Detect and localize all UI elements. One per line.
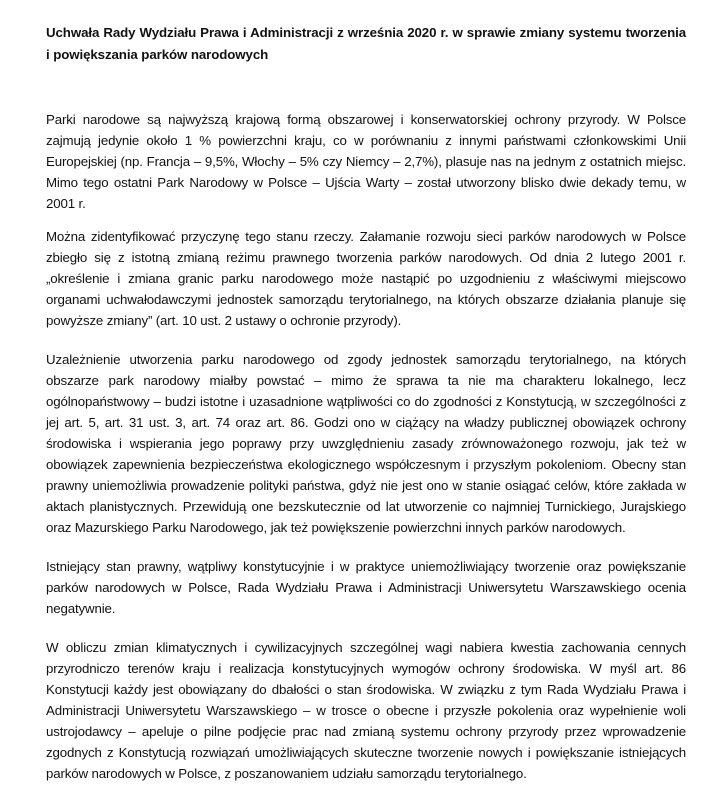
paragraph-constitutional-doubts: Uzależnienie utworzenia parku narodowego od zgody jednostek samorządu terytorialnego, na których obszarze park narodowy miałby powstać – mimo że sprawa ta nie ma charakteru lokalnego, lecz ogólnopaństwowy – budzi istotne i uzasadnione wątpliwości co do zgodności z Konstytucją, w szczególności z jej art. 5, art. 31 ust. 3, art. 74 oraz art. 86. Godzi ono w ciążący na władzy publicznej obowiązek ochrony środowiska i wspierania jego poprawy przy uwzględnieniu zasady zrównoważonego rozwoju, jak też w obowiązek zapewnienia bezpieczeństwa ekologicznego współczesnym i przyszłym pokoleniom. Obecny stan prawny uniemożliwia prowadzenie polityki państwa, gdyż nie jest ono w stanie osiągać celów, które zakłada w aktach planistycznych. Przewidują one bezskutecznie od lat utworzenie co najmniej Turnickiego, Jurajskiego oraz Mazurskiego Parku Narodowego, jak też powiększenie powierzchni innych parków narodowych. (46, 352, 686, 535)
document-title: Uchwała Rady Wydziału Prawa i Administracji z września 2020 r. w sprawie zmiany systemu tworzenia i powiększania parków narodowych (46, 25, 686, 62)
paragraph-parks-overview: Parki narodowe są najwyższą krajową formą obszarowej i konserwatorskiej ochrony przyrody. W Polsce zajmują jedynie około 1 % powierzchni kraju, co w porównaniu z innymi państwami członkowskimi Unii Europejskiej (np. Francja – 9,5%, Włochy – 5% czy Niemcy – 2,7%), plasuje nas na jednym z ostatnich miejsc. Mimo tego ostatni Park Narodowy w Polsce – Ujścia Warty – został utworzony blisko dwie dekady temu, w 2001 r. (46, 112, 686, 211)
paragraph-legal-cause: Można zidentyfikować przyczynę tego stanu rzeczy. Załamanie rozwoju sieci parków narodowych w Polsce zbiegło się z istotną zmianą reżimu prawnego tworzenia parków narodowych. Od dnia 2 lutego 2001 r. „określenie i zmiana granic parku narodowego może nastąpić po uzgodnieniu z właściwymi miejscowo organami uchwałodawczymi jednostek samorządu terytorialnego, na których obszarze działania planuje się powyższe zmiany” (art. 10 ust. 2 ustawy o ochronie przyrody). (46, 229, 686, 328)
paragraph-appeal: W obliczu zmian klimatycznych i cywilizacyjnych szczególnej wagi nabiera kwestia zachowania cennych przyrodniczo terenów kraju i realizacja konstytucyjnych wymogów ochrony środowiska. W myśl art. 86 Konstytucji każdy jest obowiązany do dbałości o stan środowiska. W związku z tym Rada Wydziału Prawa i Administracji Uniwersytetu Warszawskiego – w trosce o obecne i przyszłe pokolenia oraz wypełnienie woli ustrojodawcy – apeluje o pilne podjęcie prac nad zmianą systemu ochrony przyrody przez wprowadzenie zgodnych z Konstytucją rozwiązań umożliwiających skuteczne tworzenie nowych i powiększanie istniejących parków narodowych w Polsce, z poszanowaniem udziału samorządu terytorialnego. (46, 640, 686, 781)
paragraph-negative-assessment: Istniejący stan prawny, wątpliwy konstytucyjnie i w praktyce uniemożliwiający tworzenie oraz powiększanie parków narodowych w Polsce, Rada Wydziału Prawa i Administracji Uniwersytetu Warszawskiego ocenia negatywnie. (46, 559, 686, 616)
document-page (46, 22, 686, 796)
